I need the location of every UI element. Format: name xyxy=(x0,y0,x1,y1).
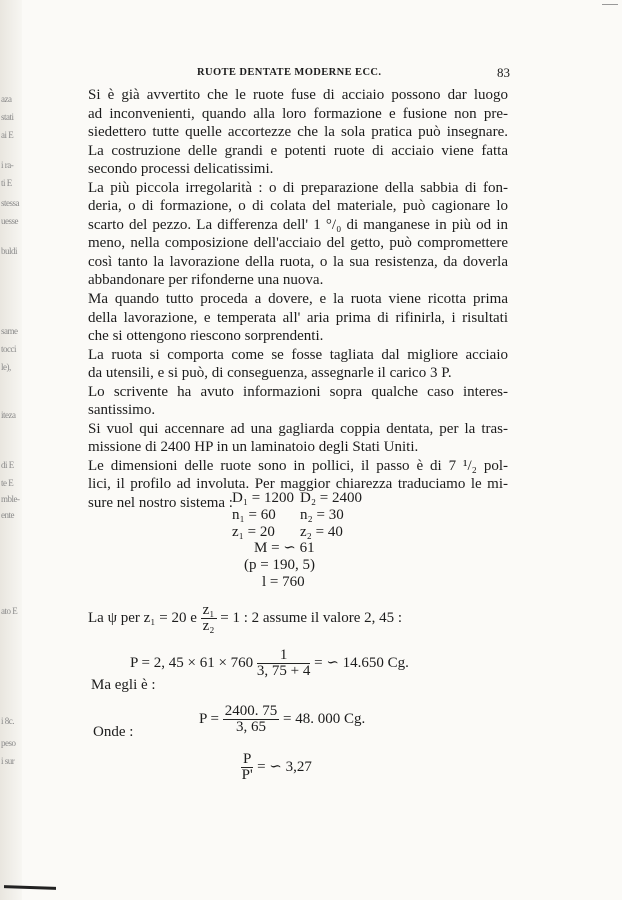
text-line: Lo scrivente ha avuto informazioni sopra qualche caso interes- xyxy=(88,383,508,400)
margin-fragment: peso xyxy=(1,738,16,748)
margin-fragment: iteza xyxy=(1,410,16,420)
margin-fragment: ai E xyxy=(1,130,14,140)
text-line: da utensili, e si può, di conseguenza, assegnarle il carico 3 P. xyxy=(88,365,452,382)
margin-fragment: buldi xyxy=(1,246,18,256)
text-line: Ma quando tutto proceda a dovere, e la ruota viene ricotta prima xyxy=(88,291,508,308)
eq-rhs: = 48. 000 Cg. xyxy=(283,710,366,727)
margin-fragment: stessa xyxy=(1,198,19,208)
psi-suffix: = 1 : 2 assume il valore 2, 45 : xyxy=(220,609,403,626)
fraction xyxy=(257,648,310,679)
text-line: scarto del pezzo. La differenza dell' 1 °/₀ di manganese in più od in xyxy=(88,216,508,233)
margin-fragment: mble- xyxy=(1,494,20,504)
formula-p2 xyxy=(199,704,365,735)
text-line: ad inconvenienti, quando alla loro formazione e fusione non pre- xyxy=(88,105,508,122)
fraction-numerator: 2400. 75 xyxy=(224,703,278,719)
text-line: meno, nella composizione dell'acciaio del getto, può compromettere xyxy=(88,235,508,252)
formula-ratio xyxy=(241,752,312,783)
text-line: deria, o di formazione, o di colata del materiale, può cagionare lo xyxy=(88,198,508,215)
formula-d2: D₂ = 2400 xyxy=(300,490,363,506)
formula-z1: z₁ = 20 xyxy=(232,524,275,540)
text-ma-egli: Ma egli è : xyxy=(91,677,156,693)
eq-lhs: P = xyxy=(199,710,219,727)
formula-z2: z₂ = 40 xyxy=(300,524,343,540)
text-line: che si ottengono riescono sorprendenti. xyxy=(88,328,324,345)
margin-fragment: le), xyxy=(1,362,11,372)
fraction xyxy=(201,603,217,634)
margin-fragment: i sur xyxy=(1,756,15,766)
margin-fragment: tocci xyxy=(1,344,16,354)
fraction-numerator: P xyxy=(243,751,252,767)
text-line: missione di 2400 HP in un laminatoio degli Stati Uniti. xyxy=(88,439,419,456)
eq-rhs: = ∽ 14.650 Cg. xyxy=(314,654,409,671)
text-line: La costruzione delle grandi e potenti ruote di acciaio viene fatta xyxy=(88,142,508,159)
formula-d1: D₁ = 1200 xyxy=(232,490,295,506)
fraction-denominator: 3, 75 + 4 xyxy=(256,663,311,679)
text-line: La più piccola irregolarità : o di preparazione della sabbia di fon- xyxy=(88,179,508,196)
text-line: Le dimensioni delle ruote sono in pollici, il passo è di 7 ¹/₂ pol- xyxy=(88,457,508,474)
fraction-denominator: 3, 65 xyxy=(236,719,266,735)
fraction xyxy=(223,704,280,735)
formula-pitch: (p = 190, 5) xyxy=(244,557,315,573)
fraction-denominator: P' xyxy=(241,767,253,783)
margin-fragment: same xyxy=(1,326,18,336)
formula-modulus: M = ∽ 61 xyxy=(254,540,315,556)
text-line: lici, il profilo ad involuta. Per maggior chiarezza traduciamo le mi- xyxy=(88,476,508,493)
text-line: Si è già avvertito che le ruote fuse di acciaio possono dar luogo xyxy=(88,87,508,103)
text-line: abbandonare per rifonderne una nuova. xyxy=(88,272,324,289)
eq-lhs: P = 2, 45 × 61 × 760 xyxy=(130,654,254,671)
formula-n2: n₂ = 30 xyxy=(300,507,344,523)
page-number: 83 xyxy=(497,65,510,80)
text-line: Si vuol qui accennare ad una gagliarda coppia dentata, per la tras- xyxy=(88,420,508,437)
running-title: RUOTE DENTATE MODERNE ECC. xyxy=(197,67,382,78)
eq-rhs: = ∽ 3,27 xyxy=(257,758,312,775)
formula-n1: n₁ = 60 xyxy=(232,507,276,523)
text-line: La ruota si comporta come se fosse tagliata dal migliore acciaio xyxy=(88,346,508,363)
text-line: della lavorazione, e temperata all' aria prima di rifinirla, i risultati xyxy=(88,309,508,326)
margin-fragment: uesse xyxy=(1,216,18,226)
text-onde: Onde : xyxy=(93,724,134,740)
margin-fragment: di E xyxy=(1,460,14,470)
text-line: così tanto la lavorazione della ruota, o la sua resistenza, da doverla xyxy=(88,253,508,270)
formula-p1 xyxy=(130,648,409,679)
text-line: sure nel nostro sistema : xyxy=(88,495,233,512)
margin-fragment: i 8c. xyxy=(1,716,14,726)
margin-fragment: stati xyxy=(1,112,14,122)
text-line: santissimo. xyxy=(88,402,156,419)
text-line: siedettero tutte quelle accortezze che la sola pratica può insegnare. xyxy=(88,124,508,141)
psi-prefix: La ψ per z₁ = 20 e xyxy=(88,609,197,626)
margin-fragment: i ra- xyxy=(1,160,14,170)
margin-fragment: ti E xyxy=(1,178,12,188)
fraction-denominator: z₂ xyxy=(202,618,215,634)
fraction xyxy=(241,752,253,783)
margin-fragment: ente xyxy=(1,510,14,520)
formula-length: l = 760 xyxy=(262,574,305,590)
text-line: secondo processi delicatissimi. xyxy=(88,161,274,178)
formula-psi xyxy=(88,603,402,634)
margin-fragment: ato E xyxy=(1,606,18,616)
fraction-numerator: 1 xyxy=(257,648,310,664)
fraction-numerator: z₁ xyxy=(202,602,215,618)
margin-fragment: aza xyxy=(1,94,12,104)
margin-fragment: te E xyxy=(1,478,14,488)
